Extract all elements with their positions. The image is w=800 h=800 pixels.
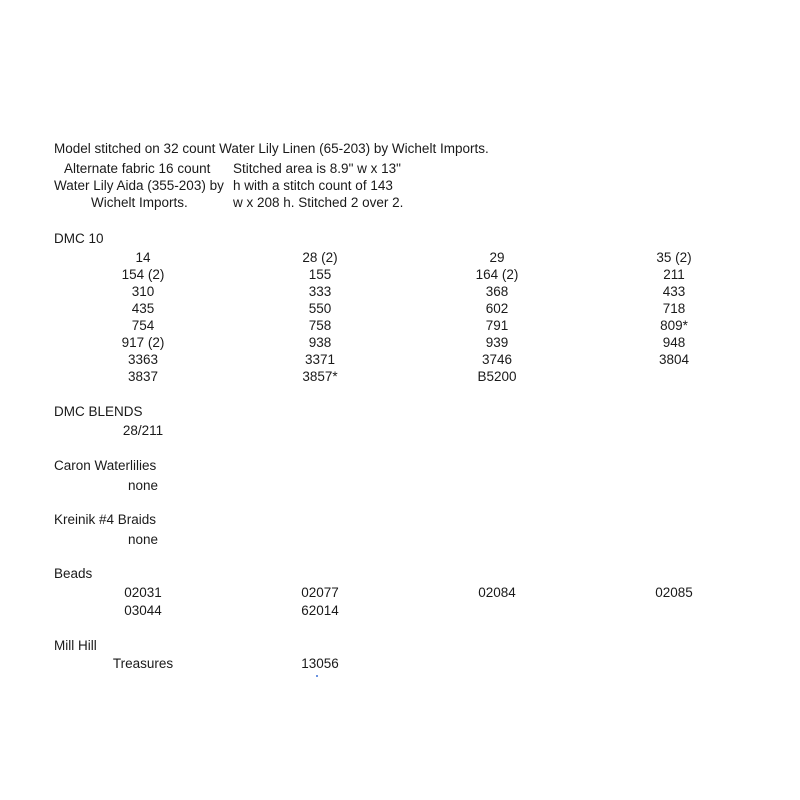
dmc-thread-code: 3746 bbox=[481, 352, 513, 367]
bead-code: 02085 bbox=[655, 585, 693, 600]
dmc-thread-code: 754 bbox=[131, 318, 155, 333]
dmc-blend-item: 28/211 bbox=[122, 423, 164, 438]
dmc-thread-code: 602 bbox=[485, 301, 509, 316]
bead-code: 02084 bbox=[478, 585, 516, 600]
dmc-thread-code: 155 bbox=[308, 267, 332, 282]
bead-code: 62014 bbox=[301, 603, 339, 618]
mill-hill-value: 13056 bbox=[301, 656, 339, 671]
dmc-thread-code: 29 bbox=[489, 250, 505, 265]
mill-hill-label: Treasures bbox=[112, 656, 174, 671]
beads-heading: Beads bbox=[54, 566, 93, 581]
kreinik-heading: Kreinik #4 Braids bbox=[54, 512, 157, 527]
dmc-thread-code: 164 (2) bbox=[475, 267, 519, 282]
dmc-thread-code: 718 bbox=[662, 301, 686, 316]
dmc-thread-code: 3837 bbox=[127, 369, 159, 384]
bead-code: 03044 bbox=[124, 603, 162, 618]
alternate-fabric-line-2: Water Lily Aida (355-203) by bbox=[54, 178, 224, 193]
dmc-thread-code: 14 bbox=[135, 250, 151, 265]
stitched-area-line-2: h with a stitch count of 143 bbox=[233, 178, 393, 193]
dmc-thread-code: 3363 bbox=[127, 352, 159, 367]
dmc-thread-code: 333 bbox=[308, 284, 332, 299]
dmc-thread-code: 938 bbox=[308, 335, 332, 350]
dmc-thread-code: 435 bbox=[131, 301, 155, 316]
dmc-thread-code: 368 bbox=[485, 284, 509, 299]
alternate-fabric-line-3: Wichelt Imports. bbox=[91, 195, 188, 210]
dmc-blends-heading: DMC BLENDS bbox=[54, 404, 143, 419]
alternate-fabric-line-1: Alternate fabric 16 count bbox=[64, 161, 211, 176]
dmc-thread-code: 154 (2) bbox=[121, 267, 165, 282]
stitched-area-line-3: w x 208 h. Stitched 2 over 2. bbox=[233, 195, 404, 210]
dmc-thread-code: 939 bbox=[485, 335, 509, 350]
dmc-thread-code: 3804 bbox=[658, 352, 690, 367]
dmc-thread-code: 917 (2) bbox=[121, 335, 165, 350]
stitched-area-line-1: Stitched area is 8.9" w x 13" bbox=[233, 161, 401, 176]
dmc-thread-code: 310 bbox=[131, 284, 155, 299]
bead-code: 02031 bbox=[124, 585, 162, 600]
dmc-thread-code: 948 bbox=[662, 335, 686, 350]
dmc-thread-code: 28 (2) bbox=[302, 250, 338, 265]
mill-hill-heading: Mill Hill bbox=[54, 638, 97, 653]
dmc-thread-code: 3371 bbox=[304, 352, 336, 367]
dmc-thread-code: B5200 bbox=[477, 369, 517, 384]
dmc-thread-code: 791 bbox=[485, 318, 509, 333]
kreinik-item: none bbox=[127, 532, 159, 547]
bead-code: 02077 bbox=[301, 585, 339, 600]
dmc-thread-code: 758 bbox=[308, 318, 332, 333]
fabric-description: Model stitched on 32 count Water Lily Linen (65-203) by Wichelt Imports. bbox=[54, 141, 489, 156]
stray-mark bbox=[316, 675, 318, 677]
dmc-thread-code: 35 (2) bbox=[656, 250, 692, 265]
dmc-thread-code: 3857* bbox=[302, 369, 338, 384]
caron-item: none bbox=[127, 478, 159, 493]
dmc-thread-code: 809* bbox=[660, 318, 688, 333]
dmc-thread-code: 211 bbox=[663, 267, 685, 282]
dmc-thread-code: 550 bbox=[308, 301, 332, 316]
dmc-heading: DMC 10 bbox=[54, 231, 104, 246]
caron-heading: Caron Waterlilies bbox=[54, 458, 157, 473]
dmc-thread-code: 433 bbox=[662, 284, 686, 299]
